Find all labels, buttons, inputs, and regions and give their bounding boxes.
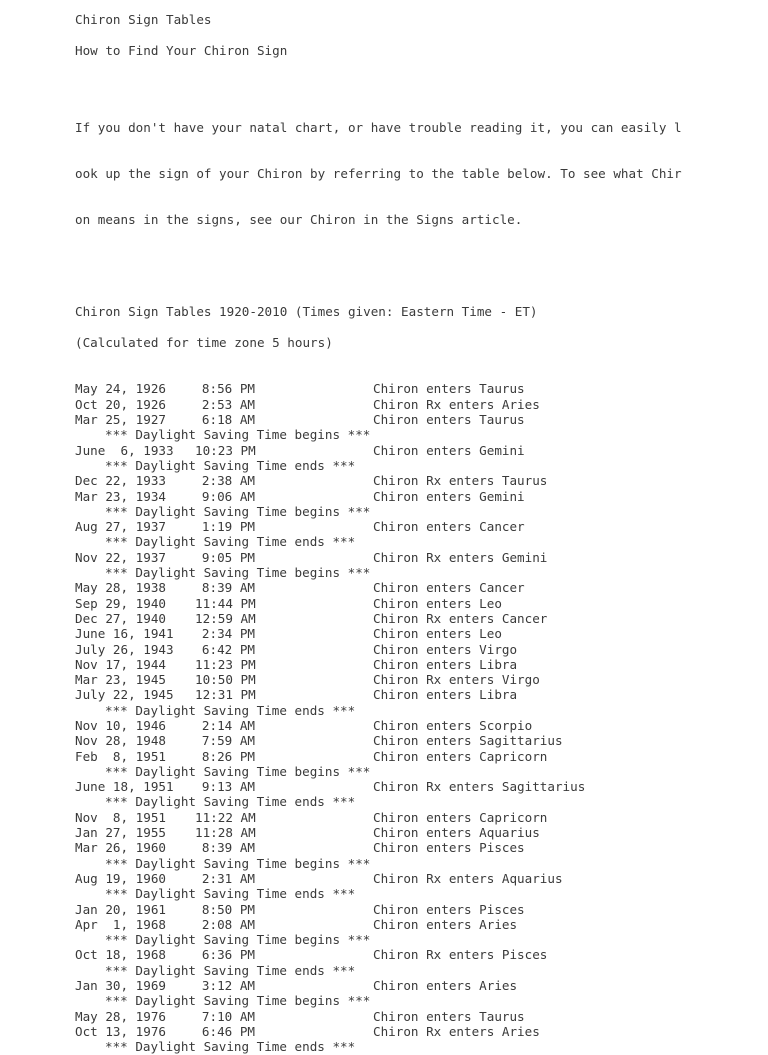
entry-time: 8:39 AM [201,580,255,596]
intro-line: ook up the sign of your Chiron by referring to the table below. To see what Chir [75,166,682,182]
entry-time: 10:50 PM [195,672,256,688]
entry-time: 8:56 PM [201,381,255,397]
entry-event: Chiron enters Capricorn [373,809,548,825]
table-row [75,489,695,504]
table-row [75,810,695,825]
entry-date: Mar 25, 1927 [75,412,166,428]
table-row [75,871,695,886]
entry-event: Chiron enters Taurus [373,412,525,428]
entry-event: Chiron enters Aquarius [373,825,540,841]
table-row [75,978,695,993]
entry-date: Oct 13, 1976 [75,1023,166,1039]
entry-time: 11:23 PM [195,656,256,672]
entry-time: 3:12 AM [201,978,255,994]
entry-time: 6:46 PM [201,1023,255,1039]
table-range-heading: Chiron Sign Tables 1920-2010 (Times given: Eastern Time - ET) [75,303,538,319]
entry-date: Mar 26, 1960 [75,840,166,856]
entry-event: Chiron Rx enters Aries [373,1023,540,1039]
entry-time: 8:50 PM [201,901,255,917]
entry-date: Sep 29, 1940 [75,595,166,611]
entry-date: Nov 17, 1944 [75,656,166,672]
entry-event: Chiron enters Pisces [373,901,525,917]
time-zone-note: (Calculated for time zone 5 hours) [75,335,333,351]
entry-event: Chiron enters Virgo [373,641,518,657]
table-row [75,381,695,396]
table-row [75,626,695,641]
entry-date: Mar 23, 1934 [75,488,166,504]
entry-event: Chiron enters Aries [373,978,518,994]
entry-event: Chiron enters Taurus [373,1008,525,1024]
table-row [75,412,695,427]
entry-time: 11:28 AM [195,825,256,841]
entry-date: Dec 27, 1940 [75,610,166,626]
dst-note: *** Daylight Saving Time begins *** [105,503,371,519]
entry-time: 2:38 AM [201,473,255,489]
table-row [75,687,695,702]
table-row [75,672,695,687]
intro-paragraph [75,90,695,258]
table-row [75,550,695,565]
entry-time: 6:42 PM [201,641,255,657]
entry-event: Chiron enters Cancer [373,580,525,596]
entry-date: Oct 20, 1926 [75,396,166,412]
entry-time: 6:18 AM [201,412,255,428]
dst-note: *** Daylight Saving Time ends *** [105,886,356,902]
entry-event: Chiron Rx enters Cancer [373,610,548,626]
dst-note: *** Daylight Saving Time begins *** [105,855,371,871]
entry-event: Chiron enters Gemini [373,488,525,504]
table-row [75,749,695,764]
page-subtitle: How to Find Your Chiron Sign [75,43,288,59]
entry-time: 2:14 AM [201,717,255,733]
entry-date: Jan 30, 1969 [75,978,166,994]
entry-event: Chiron enters Cancer [373,519,525,535]
entry-time: 7:59 AM [201,733,255,749]
entry-time: 2:08 AM [201,916,255,932]
entry-event: Chiron enters Leo [373,626,502,642]
entry-date: Jan 27, 1955 [75,825,166,841]
entry-event: Chiron enters Aries [373,916,518,932]
entry-time: 2:53 AM [201,396,255,412]
entry-time: 11:22 AM [195,809,256,825]
entry-date: Nov 22, 1937 [75,549,166,565]
entry-date: Mar 23, 1945 [75,672,166,688]
entry-event: Chiron Rx enters Aries [373,396,540,412]
table-row [75,947,695,962]
entry-event: Chiron enters Sagittarius [373,733,563,749]
table-row [75,1024,695,1039]
dst-note: *** Daylight Saving Time begins *** [105,763,371,779]
entry-time: 10:23 PM [195,442,256,458]
dst-note: *** Daylight Saving Time begins *** [105,993,371,1009]
entry-time: 12:59 AM [195,610,256,626]
entry-event: Chiron Rx enters Gemini [373,549,548,565]
entry-date: Aug 19, 1960 [75,870,166,886]
entry-event: Chiron enters Leo [373,595,502,611]
table-row [75,840,695,855]
entry-date: Dec 22, 1933 [75,473,166,489]
entry-event: Chiron enters Libra [373,687,518,703]
dst-note: *** Daylight Saving Time begins *** [105,427,371,443]
entry-event: Chiron Rx enters Taurus [373,473,548,489]
entry-event: Chiron enters Gemini [373,442,525,458]
entry-date: Aug 27, 1937 [75,519,166,535]
entry-time: 2:34 PM [201,626,255,642]
entry-event: Chiron Rx enters Sagittarius [373,779,586,795]
entry-date: July 22, 1945 [75,687,174,703]
entry-event: Chiron enters Pisces [373,840,525,856]
entry-time: 1:19 PM [201,519,255,535]
page-title: Chiron Sign Tables [75,12,212,27]
entry-time: 9:06 AM [201,488,255,504]
entry-event: Chiron enters Capricorn [373,748,548,764]
table-row [75,519,695,534]
entry-event: Chiron enters Libra [373,656,518,672]
table-row [75,825,695,840]
entry-time: 8:26 PM [201,748,255,764]
table-row [75,580,695,595]
entry-date: Nov 28, 1948 [75,733,166,749]
entry-date: May 24, 1926 [75,381,166,397]
dst-note: *** Daylight Saving Time begins *** [105,565,371,581]
entry-time: 7:10 AM [201,1008,255,1024]
entry-date: Nov 10, 1946 [75,717,166,733]
entry-date: Apr 1, 1968 [75,916,166,932]
table-row [75,657,695,672]
table-row [75,1009,695,1024]
entry-date: June 6, 1933 [75,442,174,458]
intro-line: If you don't have your natal chart, or have trouble reading it, you can easily l [75,120,682,136]
entry-time: 11:44 PM [195,595,256,611]
table-row [75,902,695,917]
entry-event: Chiron Rx enters Aquarius [373,870,563,886]
entry-time: 8:39 AM [201,840,255,856]
table-row [75,917,695,932]
entry-time: 9:13 AM [201,779,255,795]
entry-event: Chiron Rx enters Virgo [373,672,540,688]
dst-note: *** Daylight Saving Time ends *** [105,534,356,550]
document-page [75,12,695,1055]
entry-time: 9:05 PM [201,549,255,565]
entry-time: 2:31 AM [201,870,255,886]
entry-event: Chiron Rx enters Pisces [373,947,548,963]
dst-note: *** Daylight Saving Time ends *** [105,794,356,810]
entry-date: Nov 8, 1951 [75,809,166,825]
intro-line: on means in the signs, see our Chiron in the Signs article. [75,211,523,227]
entry-date: May 28, 1976 [75,1008,166,1024]
entry-time: 6:36 PM [201,947,255,963]
dst-note: *** Daylight Saving Time ends *** [105,457,356,473]
table-row [75,642,695,657]
dst-note: *** Daylight Saving Time begins *** [105,932,371,948]
table-row [75,473,695,488]
table-row [75,443,695,458]
chiron-table [75,381,695,1054]
dst-note: *** Daylight Saving Time ends *** [105,702,356,718]
table-row [75,779,695,794]
table-row [75,611,695,626]
dst-note: *** Daylight Saving Time ends *** [105,962,356,978]
entry-event: Chiron enters Taurus [373,381,525,397]
table-row [75,718,695,733]
table-row [75,596,695,611]
dst-note: *** Daylight Saving Time ends *** [105,1039,356,1055]
entry-event: Chiron enters Scorpio [373,717,533,733]
entry-date: May 28, 1938 [75,580,166,596]
entry-date: June 18, 1951 [75,779,174,795]
entry-date: Feb 8, 1951 [75,748,166,764]
entry-time: 12:31 PM [195,687,256,703]
table-row [75,733,695,748]
entry-date: Jan 20, 1961 [75,901,166,917]
entry-date: July 26, 1943 [75,641,174,657]
entry-date: Oct 18, 1968 [75,947,166,963]
table-row [75,397,695,412]
entry-date: June 16, 1941 [75,626,174,642]
